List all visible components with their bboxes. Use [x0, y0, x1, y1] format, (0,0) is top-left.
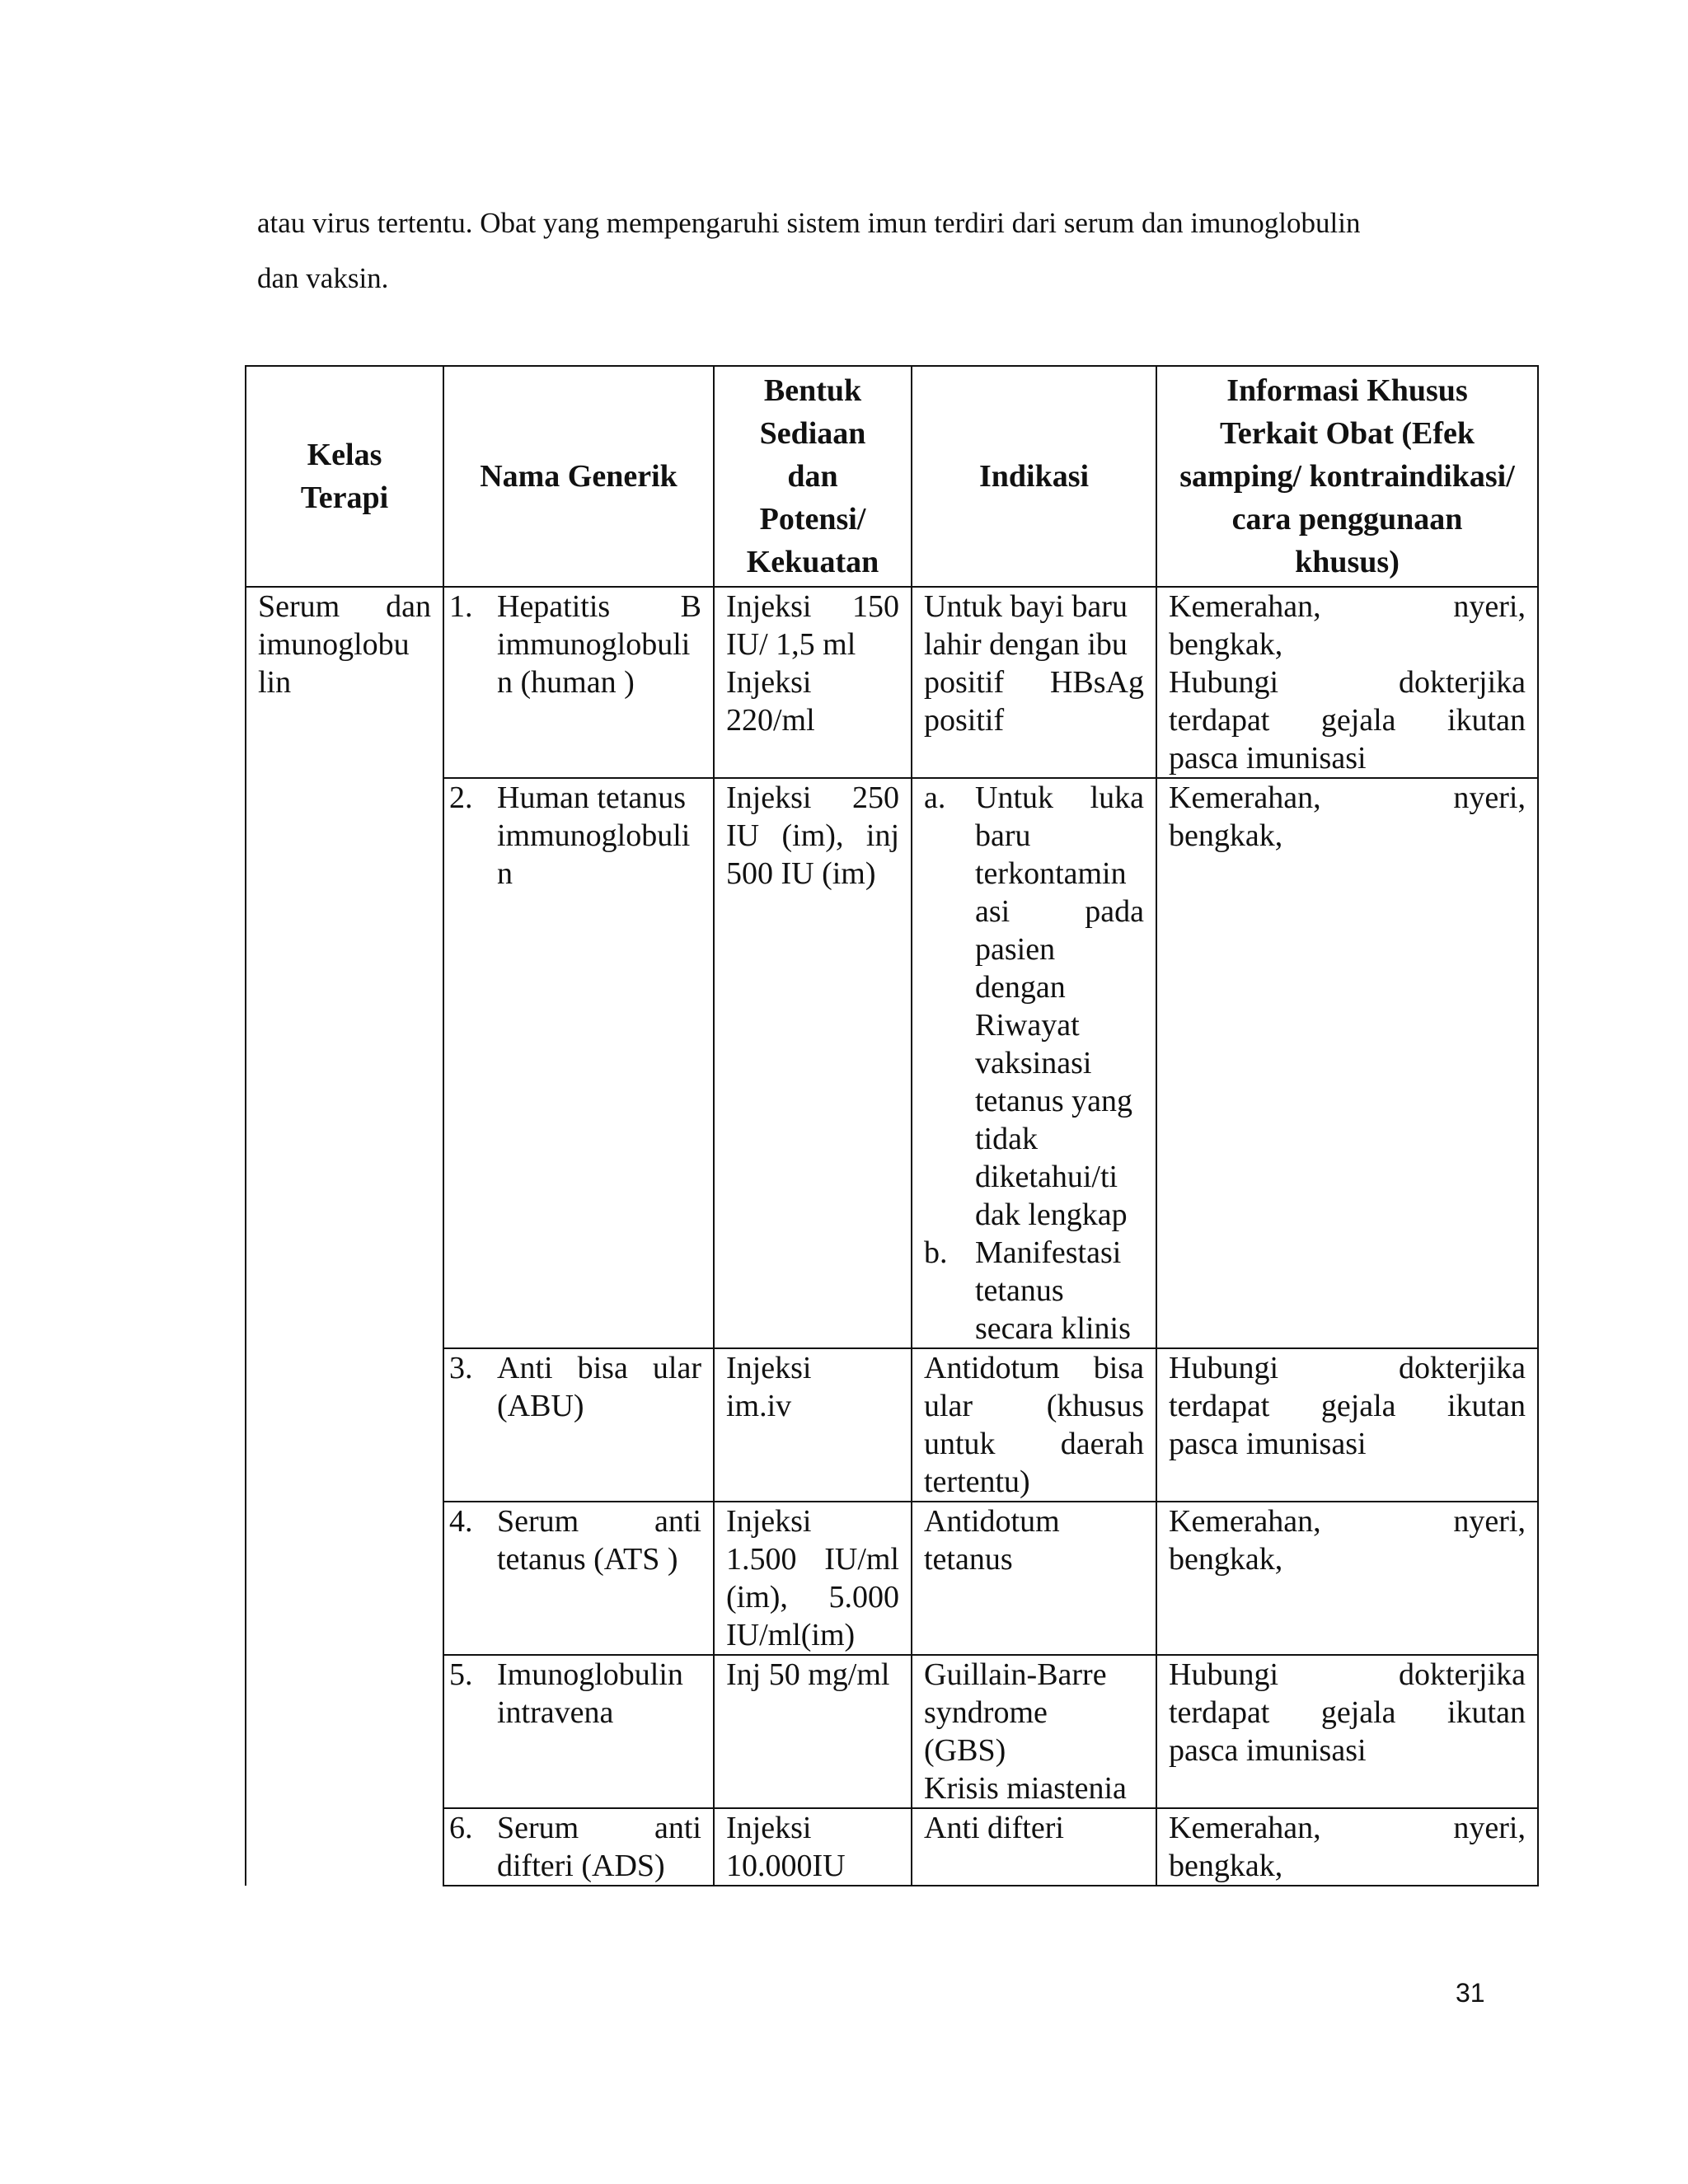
nama-generik-cell: 1. Hepatitis B immunoglobuli n (human )	[443, 587, 714, 778]
nama-generik-cell: 5. Imunoglobulin intravena	[443, 1655, 714, 1808]
kelas-terapi-cell: Serum dan imunoglobu lin	[246, 587, 443, 1886]
indikasi-cell: a. Untuk luka baru terkontamin asi pada pasien dengan Riwayat vaksinasi tetanus yang tidak diketahui/ti dak lengkap b. Manifestasi tetanus secara klinis	[912, 778, 1156, 1348]
bentuk-sediaan-cell: Injeksi 10.000IU	[714, 1808, 912, 1886]
bentuk-sediaan-cell: Injeksi 250 IU (im), inj 500 IU (im)	[714, 778, 912, 1348]
drug-table	[245, 365, 1539, 1886]
indikasi-cell: Anti difteri	[912, 1808, 1156, 1886]
indikasi-cell: Antidotum bisa ular (khusus untuk daerah tertentu)	[912, 1348, 1156, 1502]
page-number: 31	[1456, 1978, 1485, 2008]
table-header-row	[246, 366, 1538, 587]
intro-line-1: atau virus tertentu. Obat yang mempengaruhi sistem imun terdiri dari serum dan imunoglobulin	[257, 207, 1361, 239]
informasi-khusus-cell: Kemerahan, nyeri, bengkak,	[1156, 1502, 1538, 1655]
bentuk-sediaan-cell: Injeksi im.iv	[714, 1348, 912, 1502]
nama-generik-cell: 4. Serum anti tetanus (ATS )	[443, 1502, 714, 1655]
nama-generik-cell: 2. Human tetanus immunoglobuli n	[443, 778, 714, 1348]
intro-line-2: dan vaksin.	[257, 262, 389, 294]
informasi-khusus-cell: Hubungi dokterjika terdapat gejala ikutan pasca imunisasi	[1156, 1348, 1538, 1502]
indikasi-cell: Guillain-Barre syndrome (GBS) Krisis miastenia	[912, 1655, 1156, 1808]
header-kelas-terapi: Kelas Terapi	[246, 366, 443, 587]
indikasi-cell: Untuk bayi baru lahir dengan ibu positif HBsAg positif	[912, 587, 1156, 778]
table-row	[246, 587, 1538, 778]
header-bentuk-sediaan: Bentuk Sediaan dan Potensi/ Kekuatan	[714, 366, 912, 587]
bentuk-sediaan-cell: Inj 50 mg/ml	[714, 1655, 912, 1808]
header-indikasi: Indikasi	[912, 366, 1156, 587]
informasi-khusus-cell: Kemerahan, nyeri, bengkak, Hubungi dokterjika terdapat gejala ikutan pasca imunisasi	[1156, 587, 1538, 778]
nama-generik-cell: 6. Serum anti difteri (ADS)	[443, 1808, 714, 1886]
indikasi-cell: Antidotum tetanus	[912, 1502, 1156, 1655]
informasi-khusus-cell: Kemerahan, nyeri, bengkak,	[1156, 1808, 1538, 1886]
informasi-khusus-cell: Kemerahan, nyeri, bengkak,	[1156, 778, 1538, 1348]
bentuk-sediaan-cell: Injeksi 150 IU/ 1,5 ml Injeksi 220/ml	[714, 587, 912, 778]
nama-generik-cell: 3. Anti bisa ular (ABU)	[443, 1348, 714, 1502]
header-informasi-khusus: Informasi Khusus Terkait Obat (Efek samping/ kontraindikasi/ cara penggunaan khusus)	[1156, 366, 1538, 587]
informasi-khusus-cell: Hubungi dokterjika terdapat gejala ikutan pasca imunisasi	[1156, 1655, 1538, 1808]
header-nama-generik: Nama Generik	[443, 366, 714, 587]
bentuk-sediaan-cell: Injeksi 1.500 IU/ml (im), 5.000 IU/ml(im)	[714, 1502, 912, 1655]
intro-paragraph	[257, 195, 1526, 306]
